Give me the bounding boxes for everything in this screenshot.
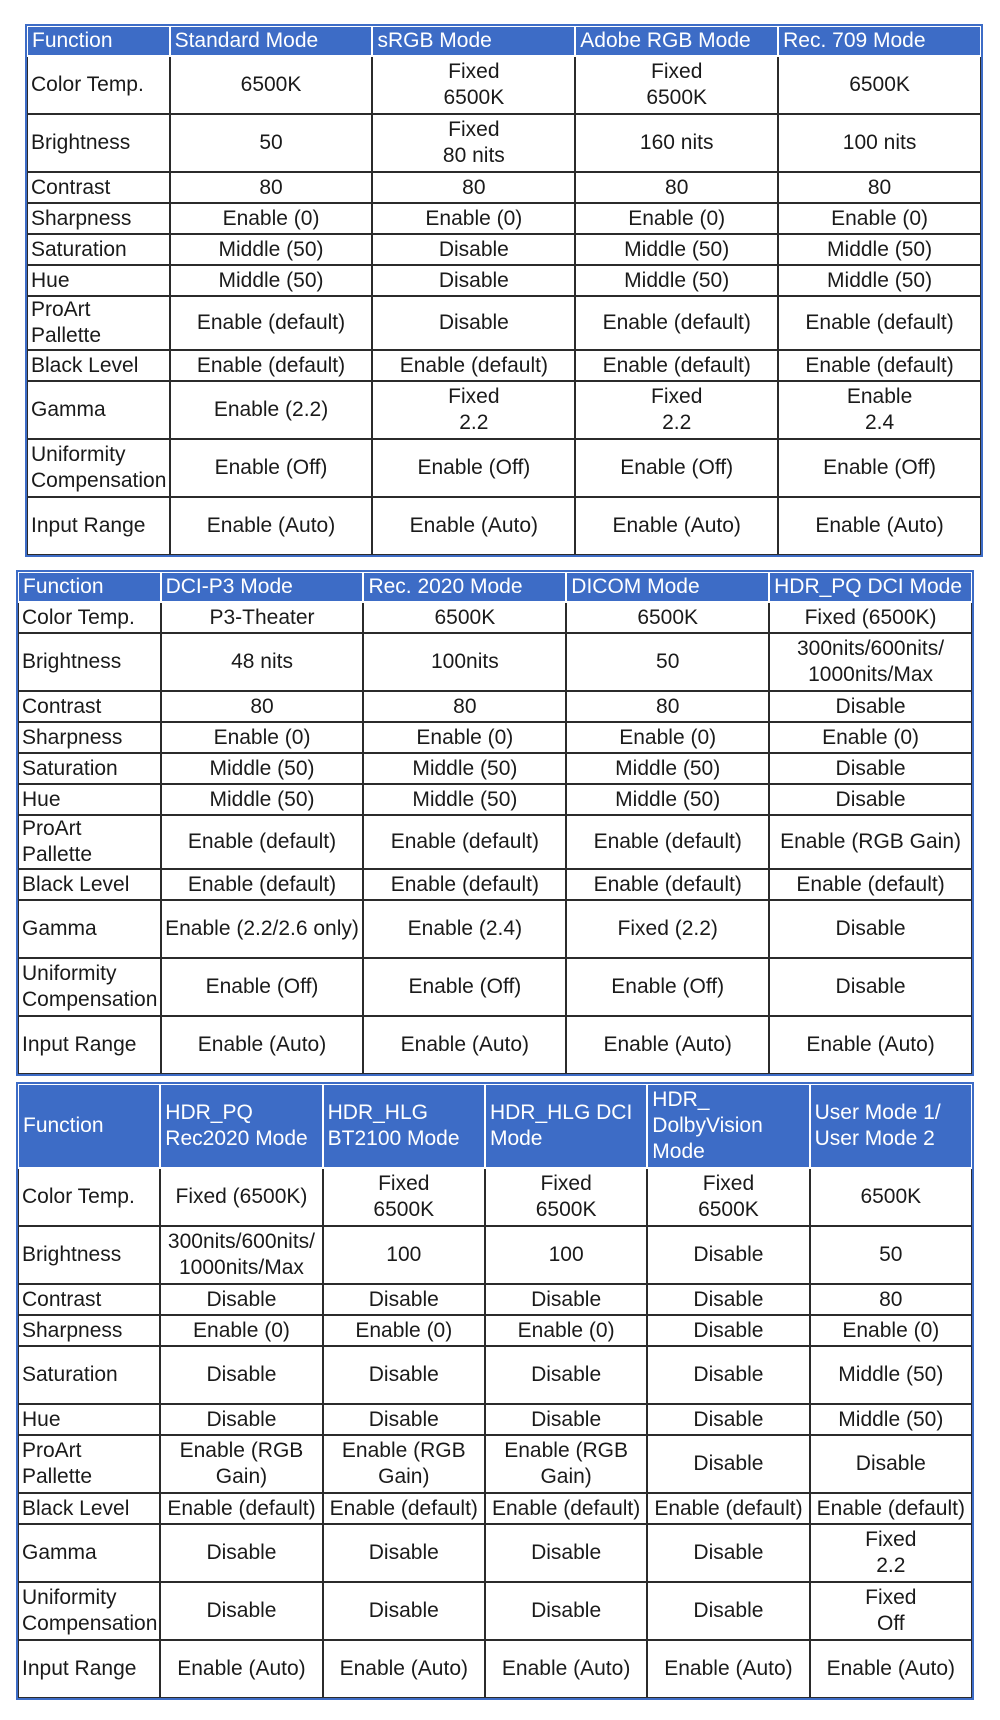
value-cell: Disable [323,1524,485,1582]
value-cell: Enable (default) [161,869,364,900]
value-cell: Middle (50) [566,753,769,784]
table-row [27,497,981,555]
value-cell: Middle (50) [363,784,566,815]
value-cell: Fixed 6500K [647,1168,809,1226]
value-cell: Fixed 6500K [485,1168,647,1226]
header-cell: Function [18,1084,160,1168]
value-cell: Enable (0) [566,722,769,753]
table-row [18,869,972,900]
value-cell: 6500K [778,56,981,114]
value-cell: Disable [769,900,972,958]
value-cell: Disable [647,1226,809,1284]
value-cell: Disable [810,1435,972,1493]
value-cell: Fixed 6500K [575,56,778,114]
value-cell: Disable [647,1524,809,1582]
function-cell: Saturation [18,753,161,784]
header-cell: DCI-P3 Mode [161,572,364,602]
value-cell: Middle (50) [170,265,373,296]
value-cell: Disable [647,1284,809,1315]
value-cell: Disable [647,1435,809,1493]
value-cell: Enable (Auto) [647,1640,809,1698]
value-cell: Enable (default) [778,350,981,381]
value-cell: Disable [372,265,575,296]
table-row [18,1226,972,1284]
value-cell: Enable (Auto) [323,1640,485,1698]
function-cell: Color Temp. [18,602,161,633]
value-cell: Enable (0) [575,203,778,234]
table-row [27,350,981,381]
header-cell: User Mode 1/ User Mode 2 [810,1084,972,1168]
value-cell: Enable (Auto) [161,1016,364,1074]
value-cell: Disable [647,1582,809,1640]
table-row [18,753,972,784]
table-row [18,1435,972,1493]
function-cell: Color Temp. [18,1168,160,1226]
table-row [18,958,972,1016]
value-cell: Fixed (6500K) [769,602,972,633]
value-cell: Disable [160,1582,322,1640]
header-cell: HDR_HLG DCI Mode [485,1084,647,1168]
value-cell: Enable (default) [647,1493,809,1524]
value-cell: Enable (default) [566,815,769,869]
value-cell: Enable (Auto) [372,497,575,555]
value-cell: 80 [372,172,575,203]
value-cell: 50 [566,633,769,691]
table-row [18,1016,972,1074]
value-cell: Enable (Auto) [160,1640,322,1698]
value-cell: Disable [323,1346,485,1404]
value-cell: Fixed Off [810,1582,972,1640]
function-cell: Hue [18,1404,160,1435]
value-cell: Enable (Auto) [485,1640,647,1698]
table-header-row [18,572,972,602]
value-cell: Disable [769,753,972,784]
value-cell: Disable [160,1524,322,1582]
table-row [27,56,981,114]
value-cell: Middle (50) [810,1346,972,1404]
table-row [18,1404,972,1435]
value-cell: Enable (Off) [575,439,778,497]
function-cell: ProArt Pallette [27,296,170,350]
header-cell: DICOM Mode [566,572,769,602]
function-cell: Contrast [18,1284,160,1315]
value-cell: Fixed 6500K [372,56,575,114]
value-cell: Disable [160,1284,322,1315]
table-row [18,1284,972,1315]
value-cell: Enable (RGB Gain) [160,1435,322,1493]
value-cell: Enable (0) [363,722,566,753]
mode-settings-table-2 [17,571,973,1075]
function-cell: Sharpness [27,203,170,234]
header-cell: Rec. 709 Mode [778,26,981,56]
table-row [18,1524,972,1582]
value-cell: Enable (2.2/2.6 only) [161,900,364,958]
value-cell: Enable (0) [170,203,373,234]
value-cell: 6500K [363,602,566,633]
function-cell: Uniformity Compensation [18,958,161,1016]
table-row [18,900,972,958]
function-cell: Brightness [18,633,161,691]
value-cell: 80 [810,1284,972,1315]
header-cell: sRGB Mode [372,26,575,56]
value-cell: Enable (default) [363,815,566,869]
table-row [18,1168,972,1226]
value-cell: Enable (default) [363,869,566,900]
table-row [27,381,981,439]
value-cell: Middle (50) [363,753,566,784]
value-cell: 100nits [363,633,566,691]
header-cell: Standard Mode [170,26,373,56]
function-cell: Color Temp. [27,56,170,114]
value-cell: Disable [769,691,972,722]
function-cell: Brightness [27,114,170,172]
value-cell: Middle (50) [170,234,373,265]
value-cell: Middle (50) [575,234,778,265]
value-cell: Enable (Off) [372,439,575,497]
value-cell: Enable (default) [372,350,575,381]
value-cell: Disable [372,296,575,350]
function-cell: Gamma [18,1524,160,1582]
value-cell: Enable (default) [566,869,769,900]
value-cell: 160 nits [575,114,778,172]
function-cell: Saturation [27,234,170,265]
value-cell: Enable (0) [810,1315,972,1346]
mode-settings-table-3 [17,1083,973,1699]
value-cell: Enable (default) [160,1493,322,1524]
header-cell: Adobe RGB Mode [575,26,778,56]
header-cell: HDR_PQ Rec2020 Mode [160,1084,322,1168]
table-row [18,1346,972,1404]
value-cell: Disable [647,1404,809,1435]
value-cell: Disable [485,1524,647,1582]
value-cell: Enable (Auto) [810,1640,972,1698]
table-row [18,1315,972,1346]
value-cell: Enable (2.2) [170,381,373,439]
table-row [18,1582,972,1640]
header-cell: HDR_ DolbyVision Mode [647,1084,809,1168]
table-row [27,172,981,203]
function-cell: Black Level [18,1493,160,1524]
value-cell: Enable (RGB Gain) [485,1435,647,1493]
value-cell: Fixed 2.2 [372,381,575,439]
value-cell: Enable (Auto) [363,1016,566,1074]
value-cell: 100 nits [778,114,981,172]
value-cell: Fixed 2.2 [810,1524,972,1582]
table-header-row [27,26,981,56]
function-cell: Uniformity Compensation [27,439,170,497]
value-cell: Enable (Off) [161,958,364,1016]
value-cell: Enable (0) [161,722,364,753]
value-cell: Enable (default) [575,350,778,381]
value-cell: Enable (Off) [566,958,769,1016]
value-cell: Disable [485,1404,647,1435]
value-cell: Enable (Auto) [566,1016,769,1074]
value-cell: Middle (50) [161,784,364,815]
value-cell: Enable (0) [372,203,575,234]
value-cell: Disable [485,1284,647,1315]
value-cell: 100 [323,1226,485,1284]
value-cell: Disable [160,1346,322,1404]
table-row [18,633,972,691]
value-cell: 50 [170,114,373,172]
table-row [18,722,972,753]
value-cell: Enable (default) [778,296,981,350]
function-cell: Input Range [18,1640,160,1698]
value-cell: Fixed 80 nits [372,114,575,172]
value-cell: 6500K [810,1168,972,1226]
value-cell: 6500K [566,602,769,633]
header-cell: Function [27,26,170,56]
value-cell: Enable (0) [160,1315,322,1346]
value-cell: Enable (RGB Gain) [769,815,972,869]
value-cell: Enable (default) [170,296,373,350]
function-cell: Contrast [27,172,170,203]
value-cell: Middle (50) [161,753,364,784]
value-cell: Enable (0) [485,1315,647,1346]
value-cell: Disable [323,1284,485,1315]
value-cell: Disable [485,1346,647,1404]
value-cell: 80 [778,172,981,203]
table-row [18,815,972,869]
function-cell: Black Level [27,350,170,381]
value-cell: 300nits/600nits/ 1000nits/Max [769,633,972,691]
value-cell: Enable 2.4 [778,381,981,439]
function-cell: Saturation [18,1346,160,1404]
value-cell: Enable (0) [769,722,972,753]
value-cell: 80 [170,172,373,203]
value-cell: Disable [485,1582,647,1640]
function-cell: Input Range [18,1016,161,1074]
function-cell: Sharpness [18,722,161,753]
function-cell: Brightness [18,1226,160,1284]
value-cell: Disable [647,1346,809,1404]
header-cell: Function [18,572,161,602]
value-cell: Enable (Auto) [575,497,778,555]
value-cell: Enable (Auto) [778,497,981,555]
value-cell: 48 nits [161,633,364,691]
value-cell: Enable (0) [323,1315,485,1346]
value-cell: Enable (default) [575,296,778,350]
value-cell: Middle (50) [778,265,981,296]
table-header-row [18,1084,972,1168]
value-cell: Disable [769,784,972,815]
table-row [27,265,981,296]
value-cell: 50 [810,1226,972,1284]
value-cell: 80 [363,691,566,722]
function-cell: Contrast [18,691,161,722]
function-cell: Hue [27,265,170,296]
value-cell: 300nits/600nits/ 1000nits/Max [160,1226,322,1284]
value-cell: Enable (Off) [363,958,566,1016]
value-cell: 80 [161,691,364,722]
header-cell: HDR_HLG BT2100 Mode [323,1084,485,1168]
table-row [27,296,981,350]
table-row [18,1493,972,1524]
value-cell: Enable (default) [810,1493,972,1524]
value-cell: P3-Theater [161,602,364,633]
value-cell: Fixed 6500K [323,1168,485,1226]
value-cell: Enable (0) [778,203,981,234]
value-cell: Disable [323,1404,485,1435]
function-cell: Gamma [18,900,161,958]
header-cell: Rec. 2020 Mode [363,572,566,602]
value-cell: Middle (50) [575,265,778,296]
function-cell: ProArt Pallette [18,1435,160,1493]
value-cell: Enable (default) [769,869,972,900]
value-cell: Middle (50) [778,234,981,265]
mode-settings-table-1 [26,25,982,556]
value-cell: Fixed 2.2 [575,381,778,439]
table-row [18,784,972,815]
function-cell: Input Range [27,497,170,555]
table-row [27,234,981,265]
function-cell: Hue [18,784,161,815]
value-cell: Enable (Auto) [769,1016,972,1074]
value-cell: Enable (default) [161,815,364,869]
value-cell: Disable [769,958,972,1016]
table-row [18,691,972,722]
function-cell: ProArt Pallette [18,815,161,869]
value-cell: 80 [575,172,778,203]
value-cell: Enable (Off) [170,439,373,497]
table-row [27,203,981,234]
value-cell: Enable (Auto) [170,497,373,555]
table-row [27,439,981,497]
value-cell: 6500K [170,56,373,114]
value-cell: Enable (2.4) [363,900,566,958]
value-cell: Enable (Off) [778,439,981,497]
value-cell: 100 [485,1226,647,1284]
table-row [18,602,972,633]
value-cell: Enable (default) [323,1493,485,1524]
function-cell: Sharpness [18,1315,160,1346]
function-cell: Uniformity Compensation [18,1582,160,1640]
value-cell: Middle (50) [810,1404,972,1435]
function-cell: Black Level [18,869,161,900]
value-cell: Enable (default) [170,350,373,381]
value-cell: Disable [372,234,575,265]
value-cell: Disable [160,1404,322,1435]
value-cell: Fixed (6500K) [160,1168,322,1226]
table-row [18,1640,972,1698]
value-cell: Enable (default) [485,1493,647,1524]
value-cell: Middle (50) [566,784,769,815]
value-cell: Disable [647,1315,809,1346]
table-row [27,114,981,172]
value-cell: 80 [566,691,769,722]
function-cell: Gamma [27,381,170,439]
value-cell: Disable [323,1582,485,1640]
header-cell: HDR_PQ DCI Mode [769,572,972,602]
value-cell: Fixed (2.2) [566,900,769,958]
value-cell: Enable (RGB Gain) [323,1435,485,1493]
